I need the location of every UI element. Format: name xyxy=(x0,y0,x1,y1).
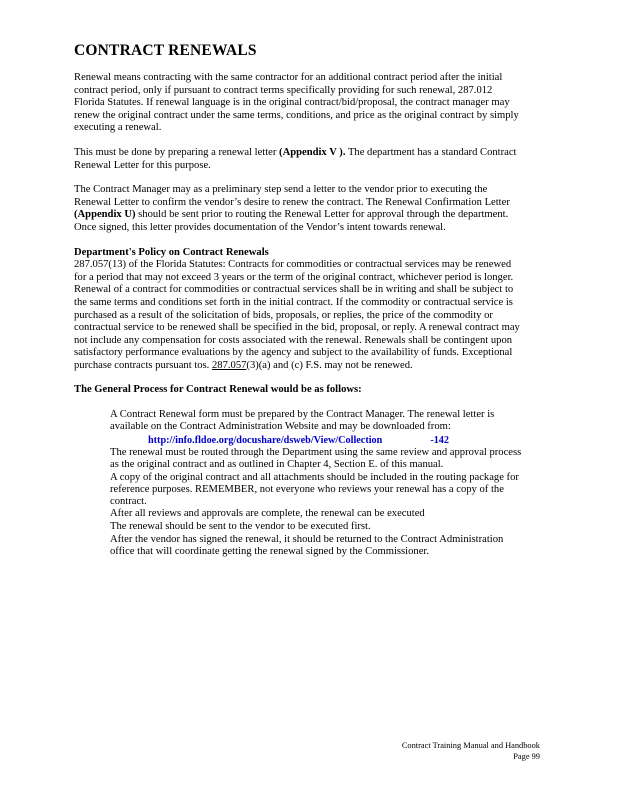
document-page xyxy=(74,42,524,559)
process-heading: The General Process for Contract Renewal would be as follows: xyxy=(74,384,362,396)
page-title: CONTRACT RENEWALS xyxy=(74,42,257,59)
renewal-definition-paragraph: Renewal means contracting with the same contractor for an additional contract period after the initial contract period, only if pursuant to contract terms specifically providing for such renewal, 287.012 Florida Statutes. If renewal language is in the original contract/bid/proposal, the contract manager may renew the original contract under the same terms, conditions, and price as the original contract by simply executing a renewal. xyxy=(74,72,519,134)
list-item xyxy=(74,409,524,446)
collection-link-suffix[interactable]: -142 xyxy=(430,434,449,446)
policy-text: 287.057(13) of the Florida Statutes: Contracts for commodities or contractual services may be renewed for a period that may not exceed 3 years or the term of the original contract, whichever period is longer. Renewal of a contract for commodities or contractual services shall be in writing and shall be subject to the same terms and conditions set forth in the initial contract. If the commodity or contractual service is purchased as a result of the solicitation of bids, proposals, or replies, the price of the commodity or contractual service to be renewed shall be specified in the bid, proposal, or reply. A renewal contract may not include any compensation for costs associated with the renewal. Renewals shall be contingent upon satisfactory performance evaluations by the agency and subject to the availability of funds. Exceptional purchase contracts pursuant tos. xyxy=(74,259,520,371)
list-item xyxy=(74,508,524,520)
policy-section xyxy=(74,247,524,373)
list-item xyxy=(74,447,524,471)
collection-link[interactable] xyxy=(148,435,524,447)
appendix-v-reference: (Appendix V ). xyxy=(279,146,346,158)
paragraph-text: The department has a standard Contract Renewal Letter for this purpose. xyxy=(74,146,517,171)
collection-link-url[interactable]: http://info.fldoe.org/docushare/dsweb/View/Collection xyxy=(148,434,383,446)
statute-link[interactable]: 287.057 xyxy=(211,359,247,371)
list-item xyxy=(74,472,524,507)
list-item xyxy=(74,534,524,558)
list-item-text: After all reviews and approvals are complete, the renewal can be executed xyxy=(110,508,425,520)
list-item xyxy=(74,521,524,533)
appendix-u-reference: (Appendix U) xyxy=(74,209,136,221)
confirmation-letter-paragraph xyxy=(74,184,524,234)
policy-heading: Department's Policy on Contract Renewals xyxy=(74,246,269,258)
paragraph-text: should be sent prior to routing the Renewal Letter for approval through the department. Once signed, this letter provides documentation of the Vendor’s intent towards renewal. xyxy=(74,209,509,233)
page-number: Page 99 xyxy=(513,752,540,761)
list-item-text: After the vendor has signed the renewal, it should be returned to the Contract Administration office that will coordinate getting the renewal signed by the Commissioner. xyxy=(110,534,504,557)
process-list xyxy=(74,409,524,558)
policy-text-end: (3)(a) and (c) F.S. may not be renewed. xyxy=(246,359,413,371)
list-item-text: The renewal should be sent to the vendor to be executed first. xyxy=(110,521,371,533)
list-item-text: A copy of the original contract and all attachments should be included in the routing package for reference purposes. REMEMBER, not everyone who reviews your renewal has a copy of the contract. xyxy=(110,472,519,507)
paragraph-text: This must be done by preparing a renewal letter xyxy=(74,146,280,158)
list-item-text: A Contract Renewal form must be prepared by the Contract Manager. The renewal letter is available on the Contract Administration Website and may be downloaded from: xyxy=(110,409,495,432)
paragraph-text: The Contract Manager may as a preliminary step send a letter to the vendor prior to executing the Renewal Letter to confirm the vendor’s desire to renew the contract. The Renewal Confirmation Letter xyxy=(74,184,510,208)
page-footer xyxy=(402,740,540,762)
manual-title: Contract Training Manual and Handbook xyxy=(401,741,540,750)
renewal-letter-paragraph xyxy=(74,147,524,172)
list-item-text: The renewal must be routed through the Department using the same review and approval process as the original contract and as outlined in Chapter 4, Section E. of this manual. xyxy=(110,447,522,471)
